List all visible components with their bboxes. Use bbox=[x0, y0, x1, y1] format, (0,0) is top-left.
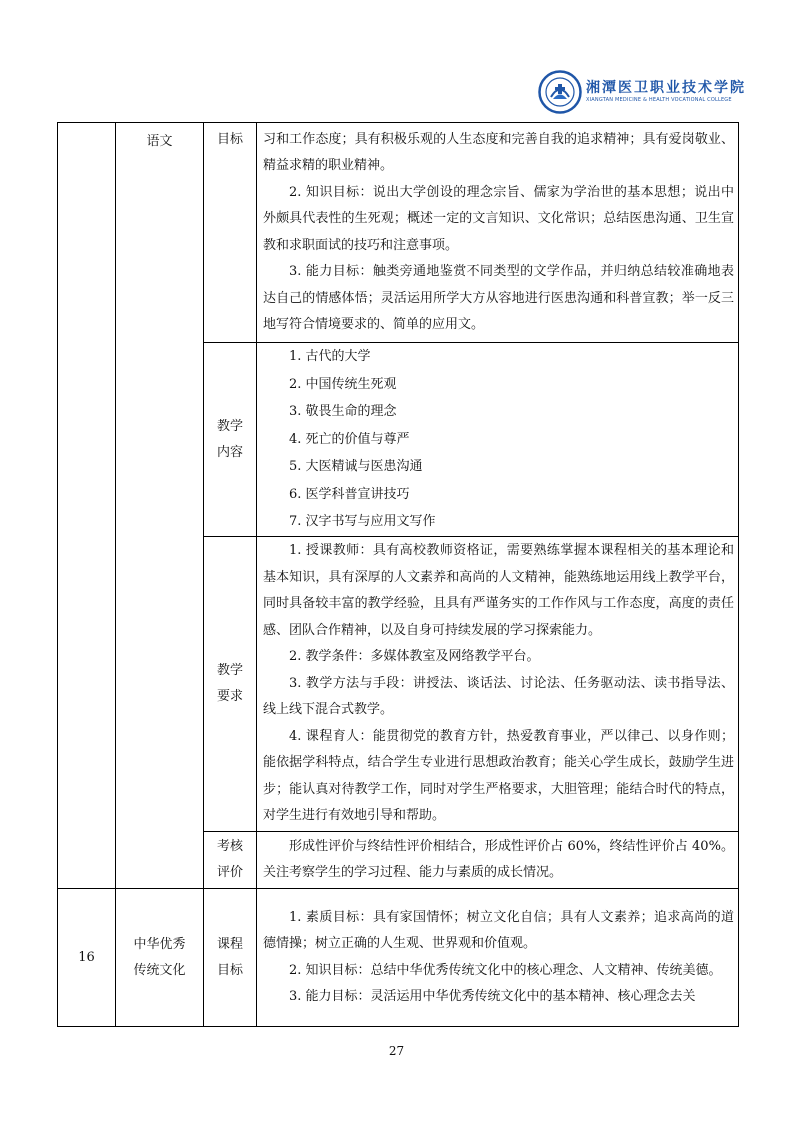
table-row bbox=[58, 889, 739, 1027]
requirement-paragraph: 1. 授课教师：具有高校教师资格证，需要熟练掌握本课程相关的基本理论和基本知识，具有深厚的人文素养和高尚的人文精神，能熟练地运用线上教学平台，同时具备较丰富的教学经验，且具有严谨务实的工作作风与工作态度，高度的责任感、团队合作精神，以及自身可持续发展的学习探索能力。 bbox=[263, 543, 734, 638]
course-name: 传统文化 bbox=[133, 962, 186, 978]
assessment-content bbox=[257, 832, 739, 889]
requirement-paragraph: 3. 教学方法与手段：讲授法、谈话法、讨论法、任务驱动法、读书指导法、线上线下混合式教学。 bbox=[263, 675, 734, 718]
assessment-paragraph: 形成性评价与终结性评价相结合，形成性评价占 60%，终结性评价占 40%。关注考察学生的学习过程、能力与素质的成长情况。 bbox=[263, 838, 734, 880]
page-number: 27 bbox=[388, 1044, 405, 1058]
curriculum-table bbox=[57, 122, 739, 1027]
school-seal-icon bbox=[538, 70, 582, 114]
course-name: 语文 bbox=[146, 134, 173, 149]
item-label: 目标 bbox=[216, 132, 243, 147]
item-label-cell bbox=[204, 123, 257, 343]
goal-paragraph: 3. 能力目标：触类旁通地鉴赏不同类型的文学作品，并归纳总结较准确地表达自己的情感体悟；灵活运用所学大方从容地进行医患沟通和科普宣教；举一反三地写符合情境要求的、简单的应用文。 bbox=[263, 264, 734, 332]
item-label: 教学 bbox=[216, 418, 243, 434]
item-label: 评价 bbox=[216, 865, 243, 880]
list-item: 5. 大医精诚与医患沟通 bbox=[289, 459, 423, 475]
item-label-cell bbox=[204, 343, 257, 537]
item-label: 教学 bbox=[216, 663, 243, 678]
course-number-cell bbox=[58, 123, 116, 889]
requirement-content bbox=[257, 537, 739, 832]
course-number-cell bbox=[58, 889, 116, 1027]
goal-paragraph: 1. 素质目标：具有家国情怀；树立文化自信；具有人文素养；追求高尚的道德情操；树立正确的人生观、世界观和价值观。 bbox=[263, 909, 734, 951]
course-name-cell bbox=[116, 889, 204, 1027]
list-item: 1. 古代的大学 bbox=[289, 349, 371, 365]
list-item: 7. 汉字书写与应用文写作 bbox=[289, 514, 436, 530]
course-name-cell bbox=[116, 123, 204, 889]
item-label-cell bbox=[204, 889, 257, 1027]
school-logo bbox=[538, 70, 746, 114]
course-name: 中华优秀 bbox=[133, 936, 186, 952]
requirement-paragraph: 4. 课程育人：能贯彻党的教育方针，热爱教育事业，严以律己、以身作则；能依据学科特点，结合学生专业进行思想政治教育；能关心学生成长，鼓励学生进步；能认真对待教学工作，同时对学生严格要求，大胆管理；能结合时代的特点，对学生进行有效地引导和帮助。 bbox=[263, 728, 734, 824]
goal-paragraph: 2. 知识目标：总结中华优秀传统文化中的核心理念、人文精神、传统美德。 bbox=[289, 962, 722, 978]
goal-paragraph: 3. 能力目标：灵活运用中华优秀传统文化中的基本精神、核心理念去关 bbox=[289, 989, 696, 1004]
goal-paragraph: 习和工作态度；具有积极乐观的人生态度和完善自我的追求精神；具有爱岗敬业、精益求精的职业精神。 bbox=[263, 131, 734, 173]
school-name-en: XIANGTAN MEDICINE & HEALTH VOCATIONAL COLLEGE bbox=[586, 97, 732, 103]
list-item: 4. 死亡的价值与尊严 bbox=[289, 431, 410, 447]
item-label: 目标 bbox=[216, 962, 243, 978]
requirement-paragraph: 2. 教学条件：多媒体教室及网络教学平台。 bbox=[289, 649, 540, 665]
course-number: 16 bbox=[78, 950, 95, 965]
table-row bbox=[58, 123, 739, 343]
item-label: 要求 bbox=[216, 689, 243, 704]
item-label: 考核 bbox=[216, 839, 243, 854]
list-item: 2. 中国传统生死观 bbox=[289, 376, 397, 392]
item-label: 内容 bbox=[216, 444, 243, 460]
content-list bbox=[257, 343, 739, 537]
goal-content bbox=[257, 889, 739, 1027]
item-label-cell bbox=[204, 832, 257, 889]
item-label-cell bbox=[204, 537, 257, 832]
list-item: 6. 医学科普宣讲技巧 bbox=[289, 486, 410, 502]
school-name-cn: 湘潭医卫职业技术学院 bbox=[586, 80, 746, 96]
list-item: 3. 敬畏生命的理念 bbox=[289, 404, 397, 420]
item-label: 课程 bbox=[216, 936, 243, 952]
goal-content bbox=[257, 123, 739, 343]
goal-paragraph: 2. 知识目标：说出大学创设的理念宗旨、儒家为学治世的基本思想；说出中外颇具代表性的生死观；概述一定的文言知识、文化常识；总结医患沟通、卫生宣教和求职面试的技巧和注意事项。 bbox=[263, 184, 734, 253]
